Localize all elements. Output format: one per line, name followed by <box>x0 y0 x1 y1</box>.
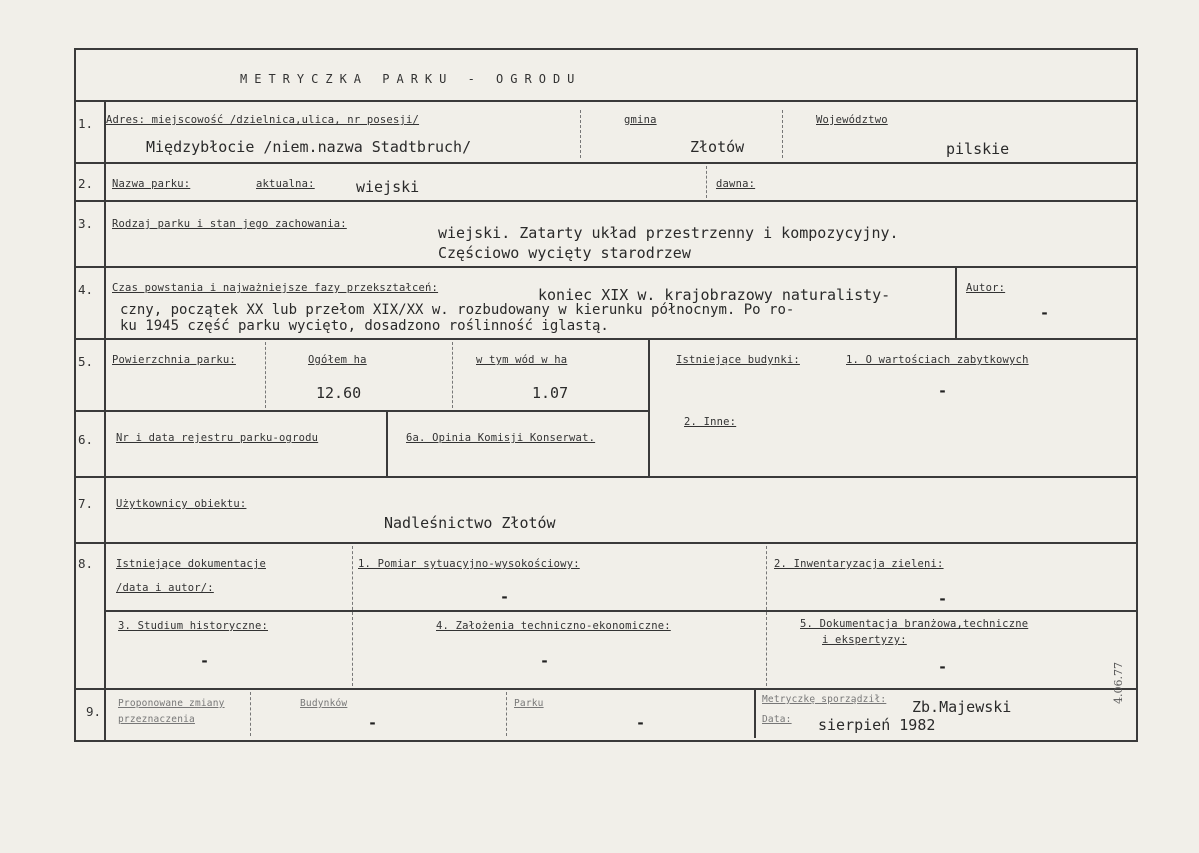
documentation-label-1: Istniejące dokumentacje <box>116 558 266 570</box>
total-area-value: 12.60 <box>316 384 362 402</box>
gmina-value: Złotów <box>690 138 745 156</box>
water-area-value: 1.07 <box>532 384 569 402</box>
conservator-opinion-label: 6a. Opinia Komisji Konserwat. <box>406 432 596 444</box>
users-label: Użytkownicy obiektu: <box>116 498 247 510</box>
technical-assumptions-label: 4. Założenia techniczno-ekonomiczne: <box>436 620 671 632</box>
date-value: sierpień 1982 <box>818 716 936 734</box>
current-name-value: wiejski <box>356 178 420 196</box>
former-name-label: dawna: <box>716 178 756 190</box>
total-area-label: Ogółem ha <box>308 354 367 366</box>
buildings-change-value: - <box>368 714 378 732</box>
s9-divider-a <box>250 692 251 736</box>
voivodeship-value: pilskie <box>946 140 1010 158</box>
current-name-label: aktualna: <box>256 178 315 190</box>
history-line-1: koniec XIX w. krajobrazowy naturalisty- <box>538 286 891 304</box>
s5-divider-a <box>265 342 266 408</box>
s9-divider-c <box>754 688 756 738</box>
register-label: Nr i data rejestru parku-ogrodu <box>116 432 319 444</box>
section-7-number: 7. <box>78 496 94 511</box>
rule-s7 <box>74 542 1136 544</box>
survey-label: 1. Pomiar sytuacyjno-wysokościowy: <box>358 558 580 570</box>
s1-divider-b <box>782 110 783 158</box>
gmina-label: gmina <box>624 114 657 126</box>
greenery-inventory-value: - <box>938 590 948 608</box>
section-6-number: 6. <box>78 432 94 447</box>
rule-s8-mid <box>105 610 1136 612</box>
date-label: Data: <box>762 714 792 725</box>
history-label: Czas powstania i najważniejsze fazy przekształceń: <box>112 282 439 294</box>
rule-s3 <box>74 266 1136 268</box>
park-change-value: - <box>636 714 646 732</box>
park-name-label: Nazwa parku: <box>112 178 191 190</box>
section-3-number: 3. <box>78 216 94 231</box>
section-1-number: 1. <box>78 116 94 131</box>
voivodeship-label: Województwo <box>816 114 888 126</box>
prepared-by-label: Metryczkę sporządził: <box>762 694 887 705</box>
area-label: Powierzchnia parku: <box>112 354 236 366</box>
rule-s2 <box>74 200 1136 202</box>
prepared-by-value: Zb.Majewski <box>912 698 1012 716</box>
address-label: Adres: miejscowość /dzielnica,ulica, nr posesji/ <box>106 114 420 126</box>
number-column-line <box>104 100 106 740</box>
rule-s5-inner <box>74 410 648 412</box>
historic-buildings-value: - <box>938 382 948 400</box>
rule-s4 <box>74 338 1136 340</box>
section-4-number: 4. <box>78 282 94 297</box>
s5-divider-b <box>452 342 453 408</box>
buildings-change-label: Budynków <box>300 698 348 709</box>
section-2-number: 2. <box>78 176 94 191</box>
history-line-2: czny, początek XX lub przełom XIX/XX w. rozbudowany w kierunku północnym. Po ro- <box>120 302 795 318</box>
section-9-number: 9. <box>86 704 102 719</box>
proposed-changes-label-2: przeznaczenia <box>118 714 195 725</box>
author-value: - <box>1040 304 1050 322</box>
buildings-label: Istniejące budynki: <box>676 354 800 366</box>
greenery-inventory-label: 2. Inwentaryzacja zieleni: <box>774 558 944 570</box>
park-type-label: Rodzaj parku i stan jego zachowania: <box>112 218 347 230</box>
margin-handwritten-note: 4.06.77 <box>1112 662 1125 704</box>
water-area-label: w tym wód w ha <box>476 354 568 366</box>
branch-docs-value: - <box>938 658 948 676</box>
branch-docs-label-2: i ekspertyzy: <box>822 634 907 646</box>
section-8-number: 8. <box>78 556 94 571</box>
section-5-number: 5. <box>78 354 94 369</box>
form-title: METRYCZKA PARKU - OGRODU <box>240 72 582 86</box>
s4-divider <box>955 266 957 338</box>
s8-divider-b <box>766 546 767 686</box>
s1-divider-a <box>580 110 581 158</box>
users-value: Nadleśnictwo Złotów <box>384 514 556 532</box>
park-change-label: Parku <box>514 698 544 709</box>
s6-divider <box>386 410 388 476</box>
technical-assumptions-value: - <box>540 652 550 670</box>
address-value: Międzybłocie /niem.nazwa Stadtbruch/ <box>146 138 472 156</box>
s2-divider <box>706 166 707 198</box>
author-label: Autor: <box>966 282 1006 294</box>
historic-buildings-label: 1. O wartościach zabytkowych <box>846 354 1029 366</box>
history-line-3: ku 1945 część parku wycięto, dosadzono roślinność iglastą. <box>120 318 609 334</box>
branch-docs-label-1: 5. Dokumentacja branżowa,techniczne <box>800 618 1029 630</box>
s8-divider-a <box>352 546 353 686</box>
rule-title <box>74 100 1136 102</box>
survey-value: - <box>500 588 510 606</box>
s5-divider-c <box>648 338 650 476</box>
historical-study-label: 3. Studium historyczne: <box>118 620 268 632</box>
s9-divider-b <box>506 692 507 736</box>
proposed-changes-label-1: Proponowane zmiany <box>118 698 225 709</box>
other-buildings-label: 2. Inne: <box>684 416 737 428</box>
rule-s1 <box>74 162 1136 164</box>
rule-s6 <box>74 476 1136 478</box>
park-type-line-1: wiejski. Zatarty układ przestrzenny i kompozycyjny. <box>438 224 899 242</box>
rule-s8 <box>74 688 1136 690</box>
documentation-label-2: /data i autor/: <box>116 582 214 594</box>
park-type-line-2: Częściowo wycięty starodrzew <box>438 244 691 262</box>
historical-study-value: - <box>200 652 210 670</box>
